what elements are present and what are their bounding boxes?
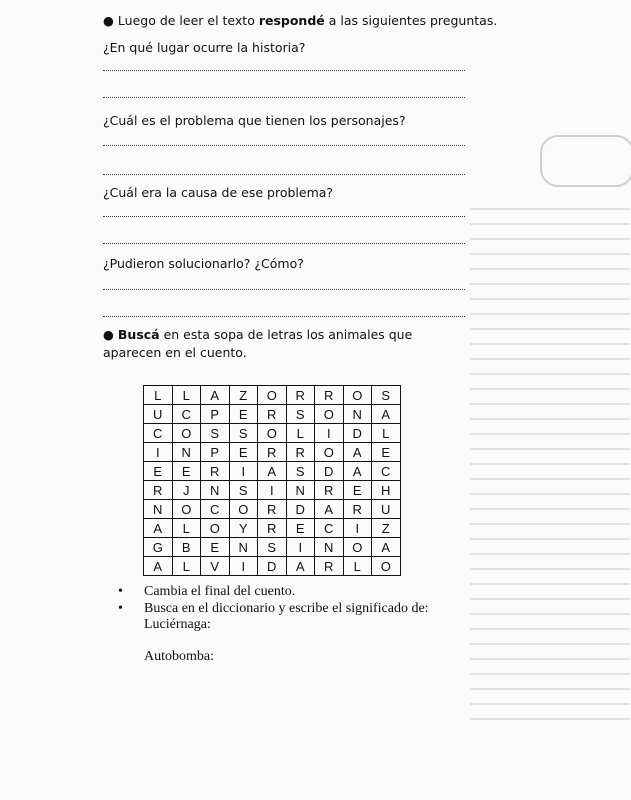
grid-cell[interactable]: C xyxy=(201,500,230,519)
term-luciernaga: Luciérnaga: xyxy=(144,617,211,632)
grid-cell[interactable]: S xyxy=(286,462,315,481)
grid-cell[interactable]: A xyxy=(286,557,315,576)
grid-cell[interactable]: I xyxy=(229,462,258,481)
grid-cell[interactable]: O xyxy=(258,424,287,443)
grid-cell[interactable]: D xyxy=(343,424,372,443)
grid-row xyxy=(144,481,401,500)
grid-row xyxy=(144,500,401,519)
grid-cell[interactable]: L xyxy=(172,557,201,576)
grid-cell[interactable]: R xyxy=(315,386,344,405)
grid-cell[interactable]: N xyxy=(286,481,315,500)
grid-row xyxy=(144,405,401,424)
grid-cell[interactable]: O xyxy=(258,386,287,405)
answer-line[interactable] xyxy=(103,289,465,290)
grid-cell[interactable]: O xyxy=(343,538,372,557)
question-3: ¿Cuál era la causa de ese problema? xyxy=(103,185,334,200)
grid-cell[interactable]: E xyxy=(286,519,315,538)
grid-cell[interactable]: C xyxy=(172,405,201,424)
grid-cell[interactable]: N xyxy=(172,443,201,462)
grid-cell[interactable]: N xyxy=(315,538,344,557)
grid-cell[interactable]: P xyxy=(201,405,230,424)
task-item: • Cambia el final del cuento. xyxy=(118,583,429,600)
grid-cell[interactable]: S xyxy=(286,405,315,424)
wordsearch-instruction xyxy=(103,326,473,362)
grid-cell[interactable]: S xyxy=(229,424,258,443)
bullet-icon: ● xyxy=(103,13,114,28)
grid-cell[interactable]: O xyxy=(201,519,230,538)
grid-cell[interactable]: C xyxy=(315,519,344,538)
grid-cell[interactable]: Y xyxy=(229,519,258,538)
grid-cell[interactable]: E xyxy=(172,462,201,481)
intro-bold: respondé xyxy=(258,13,325,28)
task-item: • Busca en el diccionario y escribe el significado de: xyxy=(118,600,429,617)
grid-cell[interactable]: I xyxy=(144,443,173,462)
grid-cell[interactable]: J xyxy=(172,481,201,500)
grid-cell[interactable]: L xyxy=(172,386,201,405)
grid-cell[interactable]: L xyxy=(372,424,401,443)
grid-cell[interactable]: I xyxy=(229,557,258,576)
grid-cell[interactable]: A xyxy=(144,519,173,538)
grid-cell[interactable]: D xyxy=(315,462,344,481)
question-4: ¿Pudieron solucionarlo? ¿Cómo? xyxy=(103,256,304,271)
grid-cell[interactable]: S xyxy=(258,538,287,557)
grid-cell[interactable]: N xyxy=(343,405,372,424)
grid-cell[interactable]: L xyxy=(286,424,315,443)
grid-cell[interactable]: A xyxy=(372,405,401,424)
grid-cell[interactable]: V xyxy=(201,557,230,576)
answer-line[interactable] xyxy=(103,243,465,244)
answer-line[interactable] xyxy=(103,316,465,317)
grid-cell[interactable]: G xyxy=(144,538,173,557)
grid-cell[interactable]: R xyxy=(258,500,287,519)
grid-cell[interactable]: L xyxy=(172,519,201,538)
grid-cell[interactable]: A xyxy=(201,386,230,405)
instruction-rest: en esta sopa de letras los animales que aparecen en el cuento. xyxy=(103,327,413,360)
grid-cell[interactable]: A xyxy=(343,462,372,481)
grid-cell[interactable]: I xyxy=(258,481,287,500)
task-list xyxy=(118,583,429,617)
bleed-through-box xyxy=(540,135,631,187)
grid-cell[interactable]: S xyxy=(372,386,401,405)
intro-line xyxy=(103,13,497,28)
grid-row xyxy=(144,443,401,462)
grid-cell[interactable]: Z xyxy=(372,519,401,538)
grid-cell[interactable]: Z xyxy=(229,386,258,405)
grid-cell[interactable]: R xyxy=(258,443,287,462)
grid-cell[interactable]: E xyxy=(201,538,230,557)
grid-cell[interactable]: R xyxy=(286,386,315,405)
grid-cell[interactable]: S xyxy=(229,481,258,500)
grid-cell[interactable]: O xyxy=(172,424,201,443)
grid-cell[interactable]: O xyxy=(315,405,344,424)
wordsearch-grid xyxy=(143,385,401,576)
grid-cell[interactable]: O xyxy=(315,443,344,462)
grid-cell[interactable]: O xyxy=(229,500,258,519)
answer-line[interactable] xyxy=(103,145,465,146)
grid-cell[interactable]: E xyxy=(144,462,173,481)
answer-line[interactable] xyxy=(103,216,465,217)
grid-cell[interactable]: N xyxy=(144,500,173,519)
grid-cell[interactable]: N xyxy=(201,481,230,500)
grid-cell[interactable]: A xyxy=(258,462,287,481)
grid-cell[interactable]: R xyxy=(315,557,344,576)
answer-line[interactable] xyxy=(103,70,465,71)
grid-cell[interactable]: H xyxy=(372,481,401,500)
grid-cell[interactable]: O xyxy=(372,557,401,576)
grid-cell[interactable]: S xyxy=(201,424,230,443)
grid-row xyxy=(144,424,401,443)
answer-line[interactable] xyxy=(103,97,465,98)
grid-cell[interactable]: R xyxy=(144,481,173,500)
grid-cell[interactable]: P xyxy=(201,443,230,462)
grid-row xyxy=(144,538,401,557)
grid-cell[interactable]: L xyxy=(343,557,372,576)
grid-cell[interactable]: R xyxy=(258,405,287,424)
answer-line[interactable] xyxy=(103,174,465,175)
grid-cell[interactable]: I xyxy=(315,424,344,443)
bullet-icon: ● xyxy=(103,327,114,342)
grid-cell[interactable]: U xyxy=(372,500,401,519)
question-1: ¿En qué lugar ocurre la historia? xyxy=(103,40,306,55)
term-autobomba: Autobomba: xyxy=(144,649,214,664)
intro-prefix: Luego de leer el texto xyxy=(117,13,259,28)
bleed-through-shadow xyxy=(470,200,630,720)
grid-row xyxy=(144,557,401,576)
grid-cell[interactable]: I xyxy=(286,538,315,557)
grid-cell[interactable]: R xyxy=(315,481,344,500)
grid-cell[interactable]: C xyxy=(372,462,401,481)
grid-cell[interactable]: I xyxy=(343,519,372,538)
grid-cell[interactable]: R xyxy=(286,443,315,462)
grid-cell[interactable]: R xyxy=(201,462,230,481)
grid-cell[interactable]: E xyxy=(343,481,372,500)
grid-cell[interactable]: E xyxy=(229,405,258,424)
intro-suffix: a las siguientes preguntas. xyxy=(324,13,498,28)
instruction-bold: Buscá xyxy=(117,327,160,342)
grid-cell[interactable]: E xyxy=(229,443,258,462)
grid-cell[interactable]: R xyxy=(343,500,372,519)
grid-cell[interactable]: B xyxy=(172,538,201,557)
grid-cell[interactable]: O xyxy=(343,386,372,405)
grid-row xyxy=(144,519,401,538)
grid-cell[interactable]: C xyxy=(144,424,173,443)
grid-cell[interactable]: A xyxy=(343,443,372,462)
grid-row xyxy=(144,462,401,481)
grid-cell[interactable]: E xyxy=(372,443,401,462)
grid-cell[interactable]: D xyxy=(258,557,287,576)
grid-cell[interactable]: A xyxy=(144,557,173,576)
grid-cell[interactable]: A xyxy=(315,500,344,519)
grid-cell[interactable]: N xyxy=(229,538,258,557)
question-2: ¿Cuál es el problema que tienen los personajes? xyxy=(103,113,406,128)
grid-cell[interactable]: U xyxy=(144,405,173,424)
grid-cell[interactable]: A xyxy=(372,538,401,557)
grid-cell[interactable]: R xyxy=(258,519,287,538)
grid-cell[interactable]: D xyxy=(286,500,315,519)
grid-cell[interactable]: O xyxy=(172,500,201,519)
grid-cell[interactable]: L xyxy=(144,386,173,405)
grid-row xyxy=(144,386,401,405)
